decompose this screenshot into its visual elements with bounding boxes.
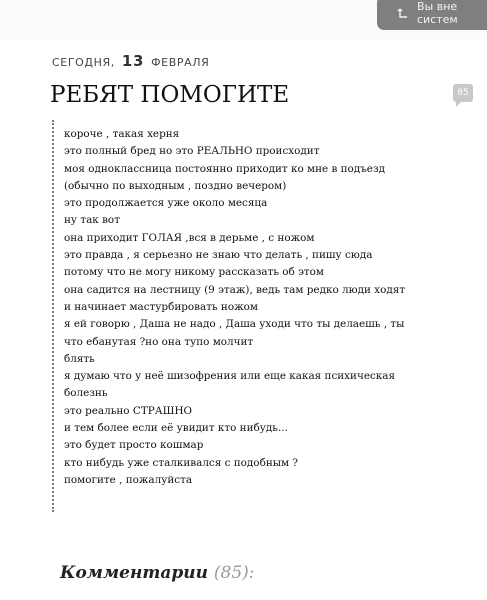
top-bar <box>0 0 487 40</box>
date-month: ФЕВРАЛЯ <box>151 56 210 69</box>
comments-count-value: 85 <box>220 563 243 583</box>
post-line: ну так вот <box>64 214 120 227</box>
post-date <box>52 52 209 70</box>
post-line: помогите , пожалуйста <box>64 473 193 486</box>
comment-count-badge[interactable] <box>453 84 473 102</box>
post-title[interactable]: РЕБЯТ ПОМОГИТЕ <box>50 82 290 108</box>
post-line: это будет просто кошмар <box>64 439 204 452</box>
post-line: она садится на лестницу (9 этаж), ведь там редко люди ходят <box>64 283 406 296</box>
post-line: это полный бред но это РЕАЛЬНО происходит <box>64 145 320 158</box>
post-line: и тем более если её увидит кто нибудь... <box>64 422 288 435</box>
logout-arrow-icon <box>397 7 409 19</box>
logout-button[interactable] <box>377 0 487 30</box>
post-line: моя одноклассница постоянно приходит ко мне в подъезд <box>64 162 386 175</box>
post-line: кто нибудь уже сталкивался с подобным ? <box>64 456 298 469</box>
post-line: это правда , я серьезно не знаю что делать , пишу сюда <box>64 249 373 262</box>
post-line: это реально СТРАШНО <box>64 404 193 417</box>
comments-count-open: ( <box>213 563 221 583</box>
post-line: блять <box>64 352 95 365</box>
comments-heading-label: Комментарии <box>60 563 208 583</box>
post-line: я ей говорю , Даша не надо , Даша уходи что ты делаешь , ты <box>64 318 405 331</box>
date-day: 13 <box>121 52 144 70</box>
post-line: она приходит ГОЛАЯ ,вся в дерьме , с ножом <box>64 231 315 244</box>
post-line: потому что не могу никому рассказать об этом <box>64 266 324 279</box>
post-body <box>52 120 462 512</box>
comments-count <box>214 563 255 583</box>
date-prefix: СЕГОДНЯ, <box>52 56 115 69</box>
post-line: что ебанутая ?но она тупо молчит <box>64 335 254 348</box>
post-line: (обычно по выходным , поздно вечером) <box>64 179 287 192</box>
comment-count-badge-text: 85 <box>457 88 469 98</box>
post-line: и начинает мастурбировать ножом <box>64 300 258 313</box>
post-line: я думаю что у неё шизофрения или еще какая психическая <box>64 370 396 383</box>
post-line: короче , такая херня <box>64 128 180 140</box>
post-line: это продолжается уже около месяца <box>64 197 268 210</box>
logout-label: Вы вне систем <box>417 0 458 26</box>
comments-heading <box>60 563 255 583</box>
comments-count-close: ): <box>242 563 255 583</box>
post-line: болезнь <box>64 387 108 400</box>
